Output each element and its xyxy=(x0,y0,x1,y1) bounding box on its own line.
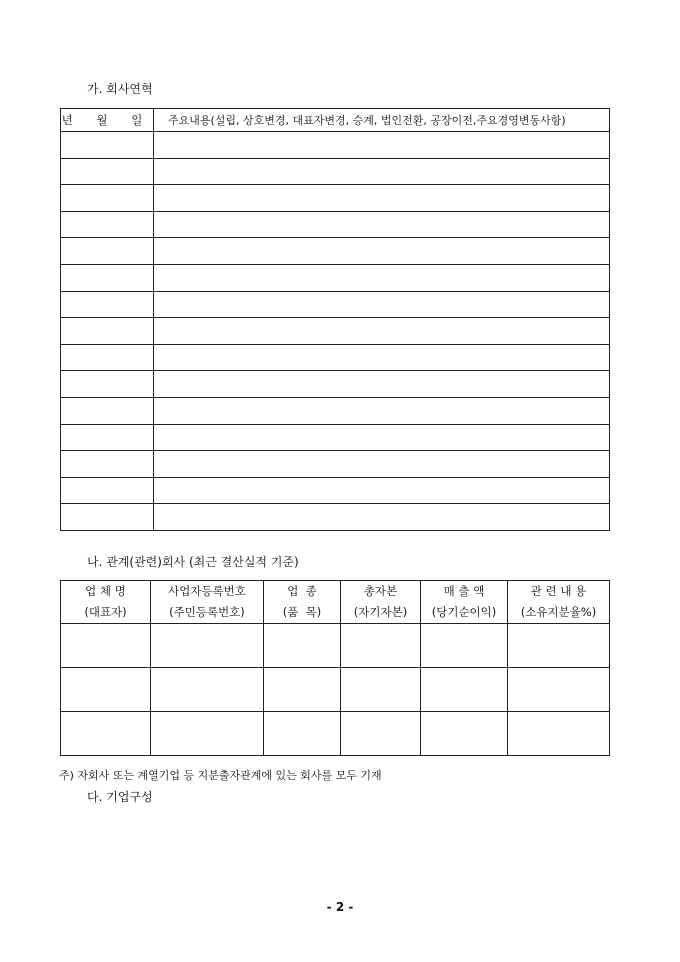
header-line1: 관 련 내 용 xyxy=(530,584,587,598)
content-cell[interactable] xyxy=(154,504,610,531)
related-cell[interactable] xyxy=(264,668,341,712)
date-cell[interactable] xyxy=(61,344,154,371)
content-cell[interactable] xyxy=(154,424,610,451)
table-row xyxy=(61,344,610,371)
date-cell[interactable] xyxy=(61,424,154,451)
content-cell[interactable] xyxy=(154,477,610,504)
content-cell[interactable] xyxy=(154,451,610,478)
table-row xyxy=(61,624,610,668)
table-row xyxy=(61,451,610,478)
date-cell[interactable] xyxy=(61,238,154,265)
related-cell[interactable] xyxy=(341,668,421,712)
date-cell[interactable] xyxy=(61,264,154,291)
company-history-table xyxy=(60,108,610,531)
date-cell[interactable] xyxy=(61,371,154,398)
related-cell[interactable] xyxy=(151,668,264,712)
date-cell[interactable] xyxy=(61,318,154,345)
related-cell[interactable] xyxy=(151,624,264,668)
related-cell[interactable] xyxy=(421,712,508,756)
header-line1: 업 체 명 xyxy=(85,584,126,598)
date-cell[interactable] xyxy=(61,132,154,159)
table-row xyxy=(61,132,610,159)
related-company-table xyxy=(60,580,610,756)
header-line2: (당기순이익) xyxy=(431,605,497,619)
related-header-4 xyxy=(421,581,508,624)
content-cell[interactable] xyxy=(154,397,610,424)
header-line1: 매 출 액 xyxy=(443,584,485,598)
header-line1: 사업자등록번호 xyxy=(168,584,246,598)
date-cell[interactable] xyxy=(61,185,154,212)
section-da-title: 다. 기업구성 xyxy=(87,790,153,804)
table-row xyxy=(61,264,610,291)
page-number: - 2 - xyxy=(326,900,354,914)
content-cell[interactable] xyxy=(154,371,610,398)
date-cell[interactable] xyxy=(61,477,154,504)
content-cell[interactable] xyxy=(154,211,610,238)
table-row xyxy=(61,158,610,185)
footnote: 주) 자회사 또는 계열기업 등 지분출자관계에 있는 회사를 모두 기재 xyxy=(59,769,382,782)
related-cell[interactable] xyxy=(508,668,610,712)
table-row xyxy=(61,504,610,531)
related-cell[interactable] xyxy=(264,712,341,756)
related-header-5 xyxy=(508,581,610,624)
table-row xyxy=(61,291,610,318)
header-line2: (대표자) xyxy=(84,605,127,619)
related-cell[interactable] xyxy=(341,624,421,668)
header-line1: 업 종 xyxy=(287,584,317,598)
date-cell[interactable] xyxy=(61,397,154,424)
related-header-1 xyxy=(151,581,264,624)
date-cell[interactable] xyxy=(61,158,154,185)
content-cell[interactable] xyxy=(154,158,610,185)
table-row xyxy=(61,477,610,504)
related-header-2 xyxy=(264,581,341,624)
content-cell[interactable] xyxy=(154,291,610,318)
content-cell[interactable] xyxy=(154,318,610,345)
related-header-3 xyxy=(341,581,421,624)
table-row xyxy=(61,318,610,345)
content-cell[interactable] xyxy=(154,185,610,212)
content-cell[interactable] xyxy=(154,238,610,265)
related-cell[interactable] xyxy=(61,712,151,756)
content-cell[interactable] xyxy=(154,264,610,291)
date-header: 년 월 일 xyxy=(61,109,154,132)
related-cell[interactable] xyxy=(151,712,264,756)
related-cell[interactable] xyxy=(61,624,151,668)
header-line1: 총자본 xyxy=(363,584,398,598)
section-ga-title: 가. 회사연혁 xyxy=(87,82,153,96)
content-cell[interactable] xyxy=(154,132,610,159)
table-row xyxy=(61,185,610,212)
table-row xyxy=(61,397,610,424)
date-cell[interactable] xyxy=(61,451,154,478)
table-header-row xyxy=(61,581,610,624)
related-cell[interactable] xyxy=(61,668,151,712)
related-header-0 xyxy=(61,581,151,624)
table-row xyxy=(61,211,610,238)
date-cell[interactable] xyxy=(61,504,154,531)
related-cell[interactable] xyxy=(264,624,341,668)
related-cell[interactable] xyxy=(341,712,421,756)
related-cell[interactable] xyxy=(508,712,610,756)
header-line2: (주민등록번호) xyxy=(169,605,245,619)
header-line2: (품 목) xyxy=(282,605,322,619)
table-header-row xyxy=(61,109,610,132)
main-content-header: 주요내용(설립, 상호변경, 대표자변경, 승계, 법인전환, 공장이전,주요경영변동사항) xyxy=(154,109,610,132)
related-cell[interactable] xyxy=(421,668,508,712)
table-row xyxy=(61,238,610,265)
table-row xyxy=(61,712,610,756)
section-na-title: 나. 관계(관련)회사 (최근 결산실적 기준) xyxy=(87,555,299,569)
date-cell[interactable] xyxy=(61,291,154,318)
header-line2: (자기자본) xyxy=(353,605,408,619)
table-row xyxy=(61,668,610,712)
header-line2: (소유지분율%) xyxy=(520,605,597,619)
related-cell[interactable] xyxy=(421,624,508,668)
content-cell[interactable] xyxy=(154,344,610,371)
related-cell[interactable] xyxy=(508,624,610,668)
table-row xyxy=(61,424,610,451)
table-row xyxy=(61,371,610,398)
date-cell[interactable] xyxy=(61,211,154,238)
